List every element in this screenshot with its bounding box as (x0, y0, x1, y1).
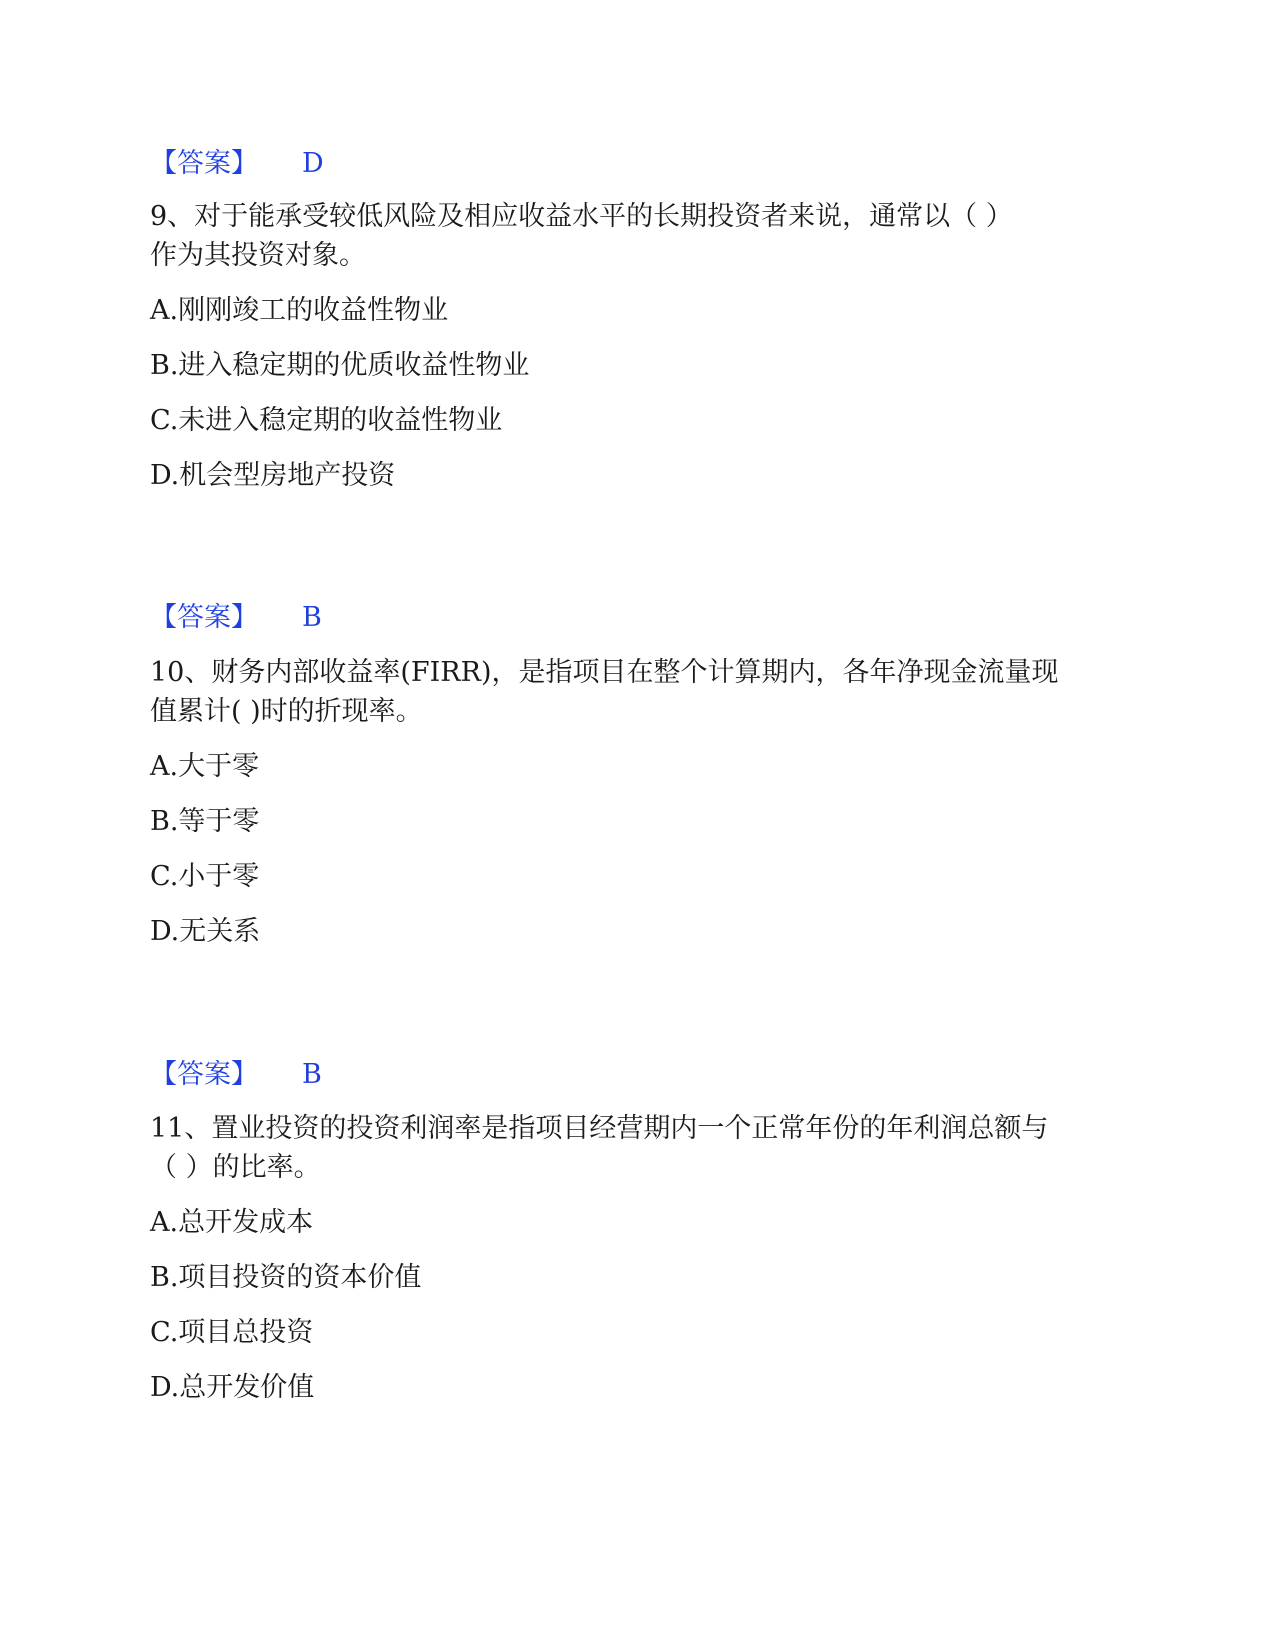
answer-label: 【答案】 (150, 148, 258, 179)
option-c: C.小于零 (150, 861, 260, 892)
answer-value: B (302, 1059, 322, 1090)
option-b: B.等于零 (150, 806, 260, 837)
answer-label: 【答案】 (150, 602, 258, 633)
option-c: C.项目总投资 (150, 1317, 314, 1348)
question-stem: 作为其投资对象。 (150, 240, 366, 271)
option-b: B.进入稳定期的优质收益性物业 (150, 350, 530, 381)
question-stem: （ ）的比率。 (150, 1152, 321, 1183)
option-c: C.未进入稳定期的收益性物业 (150, 405, 503, 436)
option-d: D.总开发价值 (150, 1372, 315, 1403)
answer-label: 【答案】 (150, 1059, 258, 1090)
question-stem: 11、置业投资的投资利润率是指项目经营期内一个正常年份的年利润总额与 (150, 1113, 1049, 1144)
answer-line (150, 600, 322, 636)
answer-line (150, 146, 324, 182)
option-a: A.总开发成本 (150, 1207, 314, 1238)
answer-value: D (302, 148, 324, 179)
question-stem: 9、对于能承受较低风险及相应收益水平的长期投资者来说，通常以（ ） (150, 201, 1013, 232)
option-a: A.刚刚竣工的收益性物业 (150, 295, 449, 326)
answer-line (150, 1057, 322, 1093)
option-b: B.项目投资的资本价值 (150, 1262, 422, 1293)
option-a: A.大于零 (150, 751, 260, 782)
option-d: D.无关系 (150, 916, 261, 947)
option-d: D.机会型房地产投资 (150, 460, 396, 491)
question-stem: 值累计( )时的折现率。 (150, 696, 423, 727)
answer-value: B (302, 602, 322, 633)
question-stem: 10、财务内部收益率(FIRR)，是指项目在整个计算期内，各年净现金流量现 (150, 657, 1059, 688)
